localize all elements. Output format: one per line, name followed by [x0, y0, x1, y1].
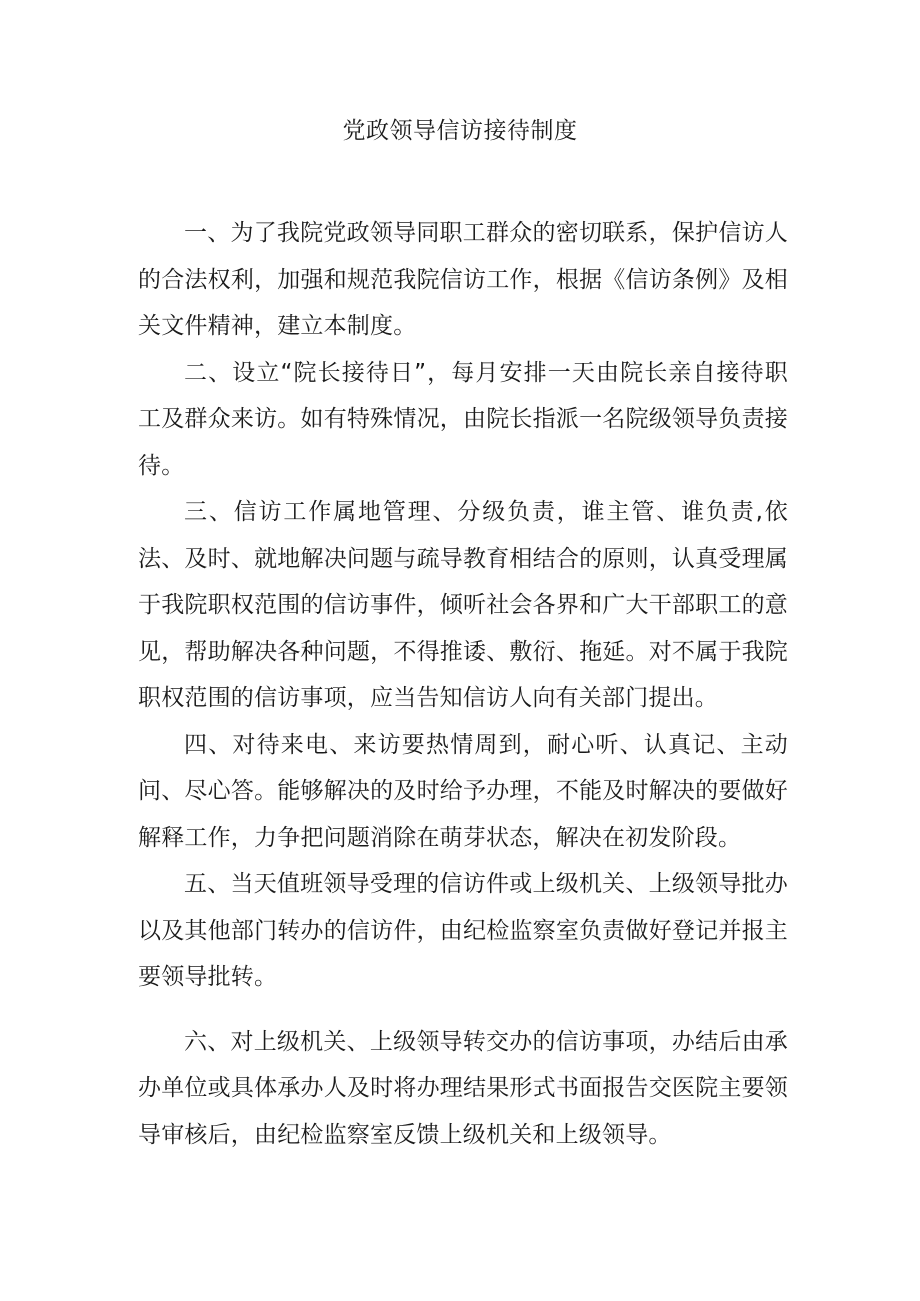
paragraph-6: 六、对上级机关、上级领导转交办的信访事项，办结后由承办单位或具体承办人及时将办理结果形式书面报告交医院主要领导审核后，由纪检监察室反馈上级机关和上级领导。	[138, 1028, 788, 1148]
paragraph-5: 五、当天值班领导受理的信访件或上级机关、上级领导批办以及其他部门转办的信访件，由纪检监察室负责做好登记并报主要领导批转。	[138, 871, 788, 990]
document-body	[138, 210, 788, 1158]
paragraph-1: 一、为了我院党政领导同职工群众的密切联系，保护信访人的合法权利，加强和规范我院信访工作，根据《信访条例》及相关文件精神，建立本制度。	[138, 220, 788, 339]
document-title: 党政领导信访接待制度	[342, 118, 578, 144]
paragraph-4: 四、对待来电、来访要热情周到，耐心听、认真记、主动问、尽心答。能够解决的及时给予办理，不能及时解决的要做好解释工作，力争把问题消除在萌芽状态，解决在初发阶段。	[138, 731, 788, 851]
paragraph-3: 三、信访工作属地管理、分级负责，谁主管、谁负责,依法、及时、就地解决问题与疏导教育相结合的原则，认真受理属于我院职权范围的信访事件，倾听社会各界和广大干部职工的意见，帮助解决各种问题，不得推诿、敷衍、拖延。对不属于我院职权范围的信访事项，应当告知信访人向有关部门提出。	[138, 499, 788, 711]
paragraph-2: 二、设立“院长接待日”，每月安排一天由院长亲自接待职工及群众来访。如有特殊情况，由院长指派一名院级领导负责接待。	[138, 359, 788, 479]
